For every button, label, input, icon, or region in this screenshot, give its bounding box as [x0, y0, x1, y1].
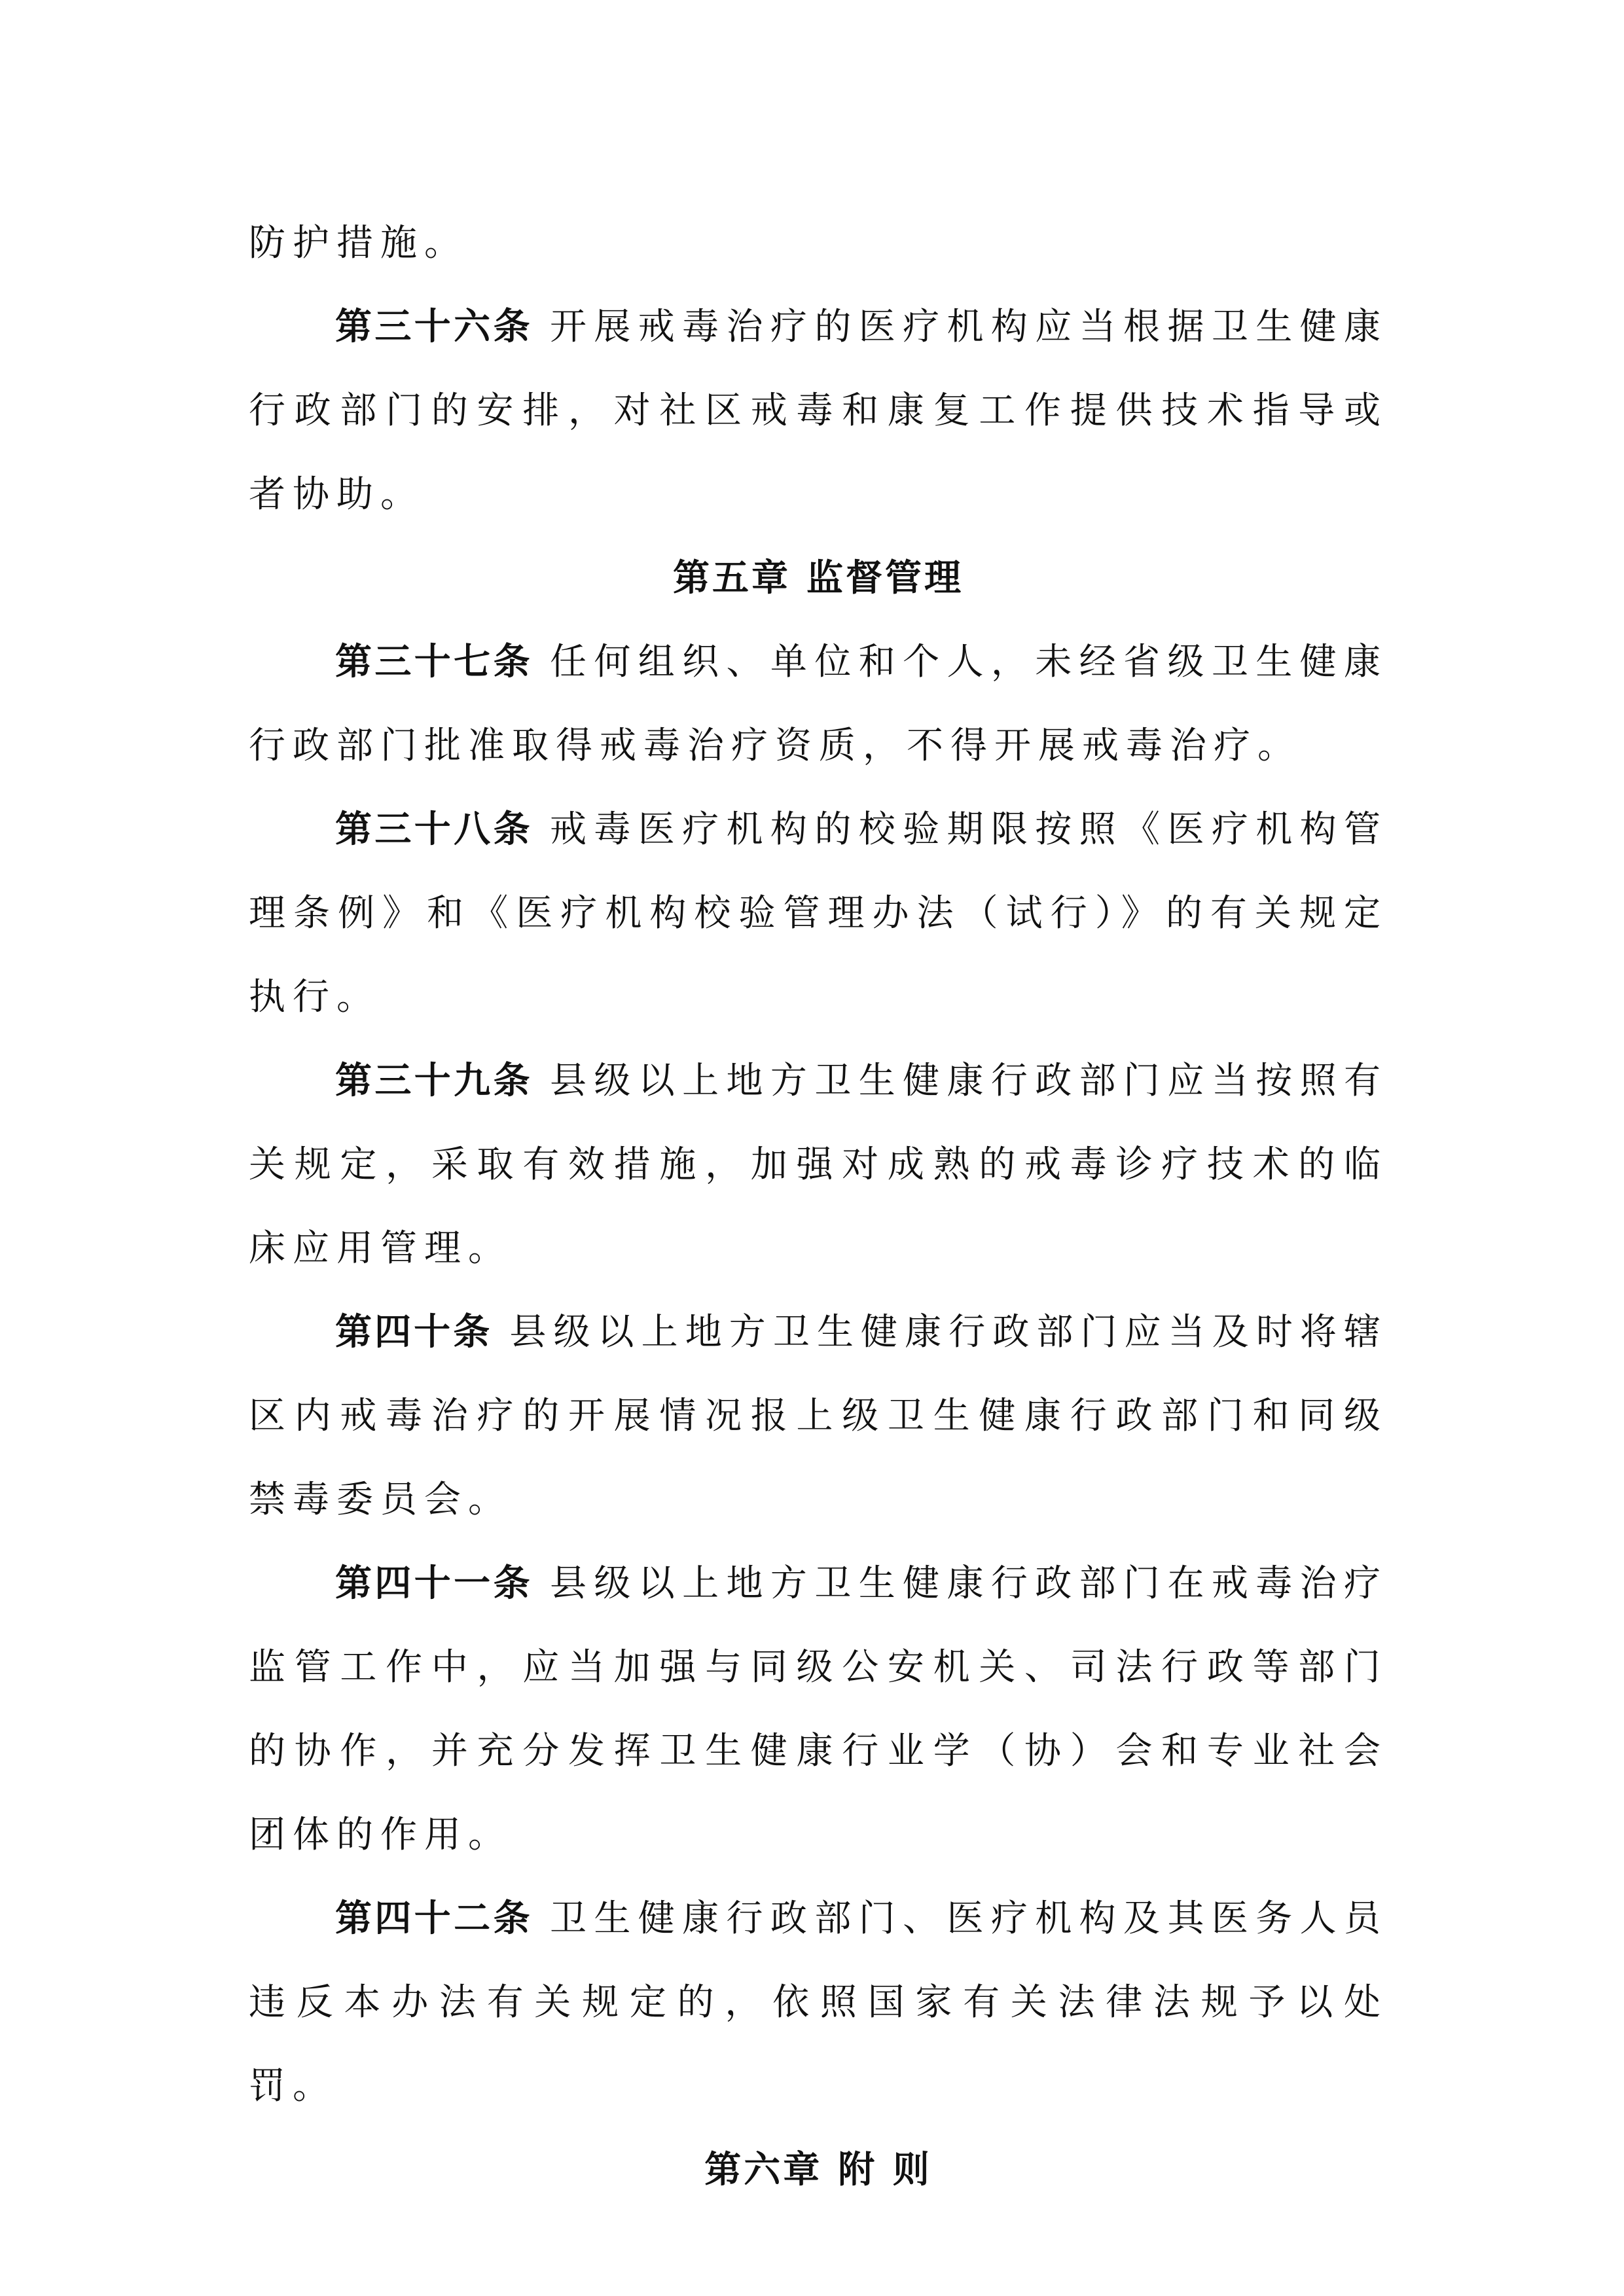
article-text: 任何组织、单位和个人，未经省级卫生健康行政部门批准取得戒毒治疗资质，不得开展戒毒治疗。: [249, 641, 1388, 767]
article-36: [249, 285, 1388, 537]
article-text: 县级以上地方卫生健康行政部门应当按照有关规定，采取有效措施，加强对成熟的戒毒诊疗技术的临床应用管理。: [249, 1060, 1388, 1270]
chapter-title: 监督管理: [806, 557, 964, 600]
article-heading: 第四十一条: [335, 1562, 533, 1605]
article-text: 县级以上地方卫生健康行政部门在戒毒治疗监管工作中，应当加强与同级公安机关、司法行政等部门的协作，并充分发挥卫生健康行业学（协）会和专业社会团体的作用。: [249, 1562, 1388, 1856]
article-39: [249, 1039, 1388, 1291]
article-40: [249, 1291, 1388, 1542]
chapter-5-heading: [249, 537, 1388, 620]
article-heading: 第三十八条: [335, 808, 533, 851]
article-heading: 第四十二条: [335, 1897, 533, 1940]
article-41: [249, 1542, 1388, 1877]
chapter-title: 附 则: [838, 2149, 932, 2191]
chapter-6-heading: [249, 2128, 1388, 2212]
article-text: 戒毒医疗机构的校验期限按照《医疗机构管理条例》和《医疗机构校验管理办法（试行）》的有关规定执行。: [249, 808, 1388, 1018]
article-heading: 第四十条: [335, 1311, 493, 1354]
article-42: [249, 1877, 1388, 2128]
chapter-number: 第六章: [704, 2149, 823, 2191]
article-37: [249, 620, 1388, 788]
article-text: 卫生健康行政部门、医疗机构及其医务人员违反本办法有关规定的，依照国家有关法律法规予以处罚。: [249, 1897, 1388, 2108]
paragraph-continuation: [249, 202, 1388, 285]
article-text: 开展戒毒治疗的医疗机构应当根据卫生健康行政部门的安排，对社区戒毒和康复工作提供技术指导或者协助。: [249, 306, 1388, 516]
document-body: [249, 202, 1388, 2212]
article-heading: 第三十七条: [335, 641, 533, 683]
article-heading: 第三十九条: [335, 1060, 533, 1102]
article-text: 县级以上地方卫生健康行政部门应当及时将辖区内戒毒治疗的开展情况报上级卫生健康行政部门和同级禁毒委员会。: [249, 1311, 1388, 1521]
paragraph-text: 防护措施。: [249, 222, 468, 264]
article-38: [249, 788, 1388, 1039]
article-heading: 第三十六条: [335, 306, 533, 348]
chapter-number: 第五章: [673, 557, 791, 600]
